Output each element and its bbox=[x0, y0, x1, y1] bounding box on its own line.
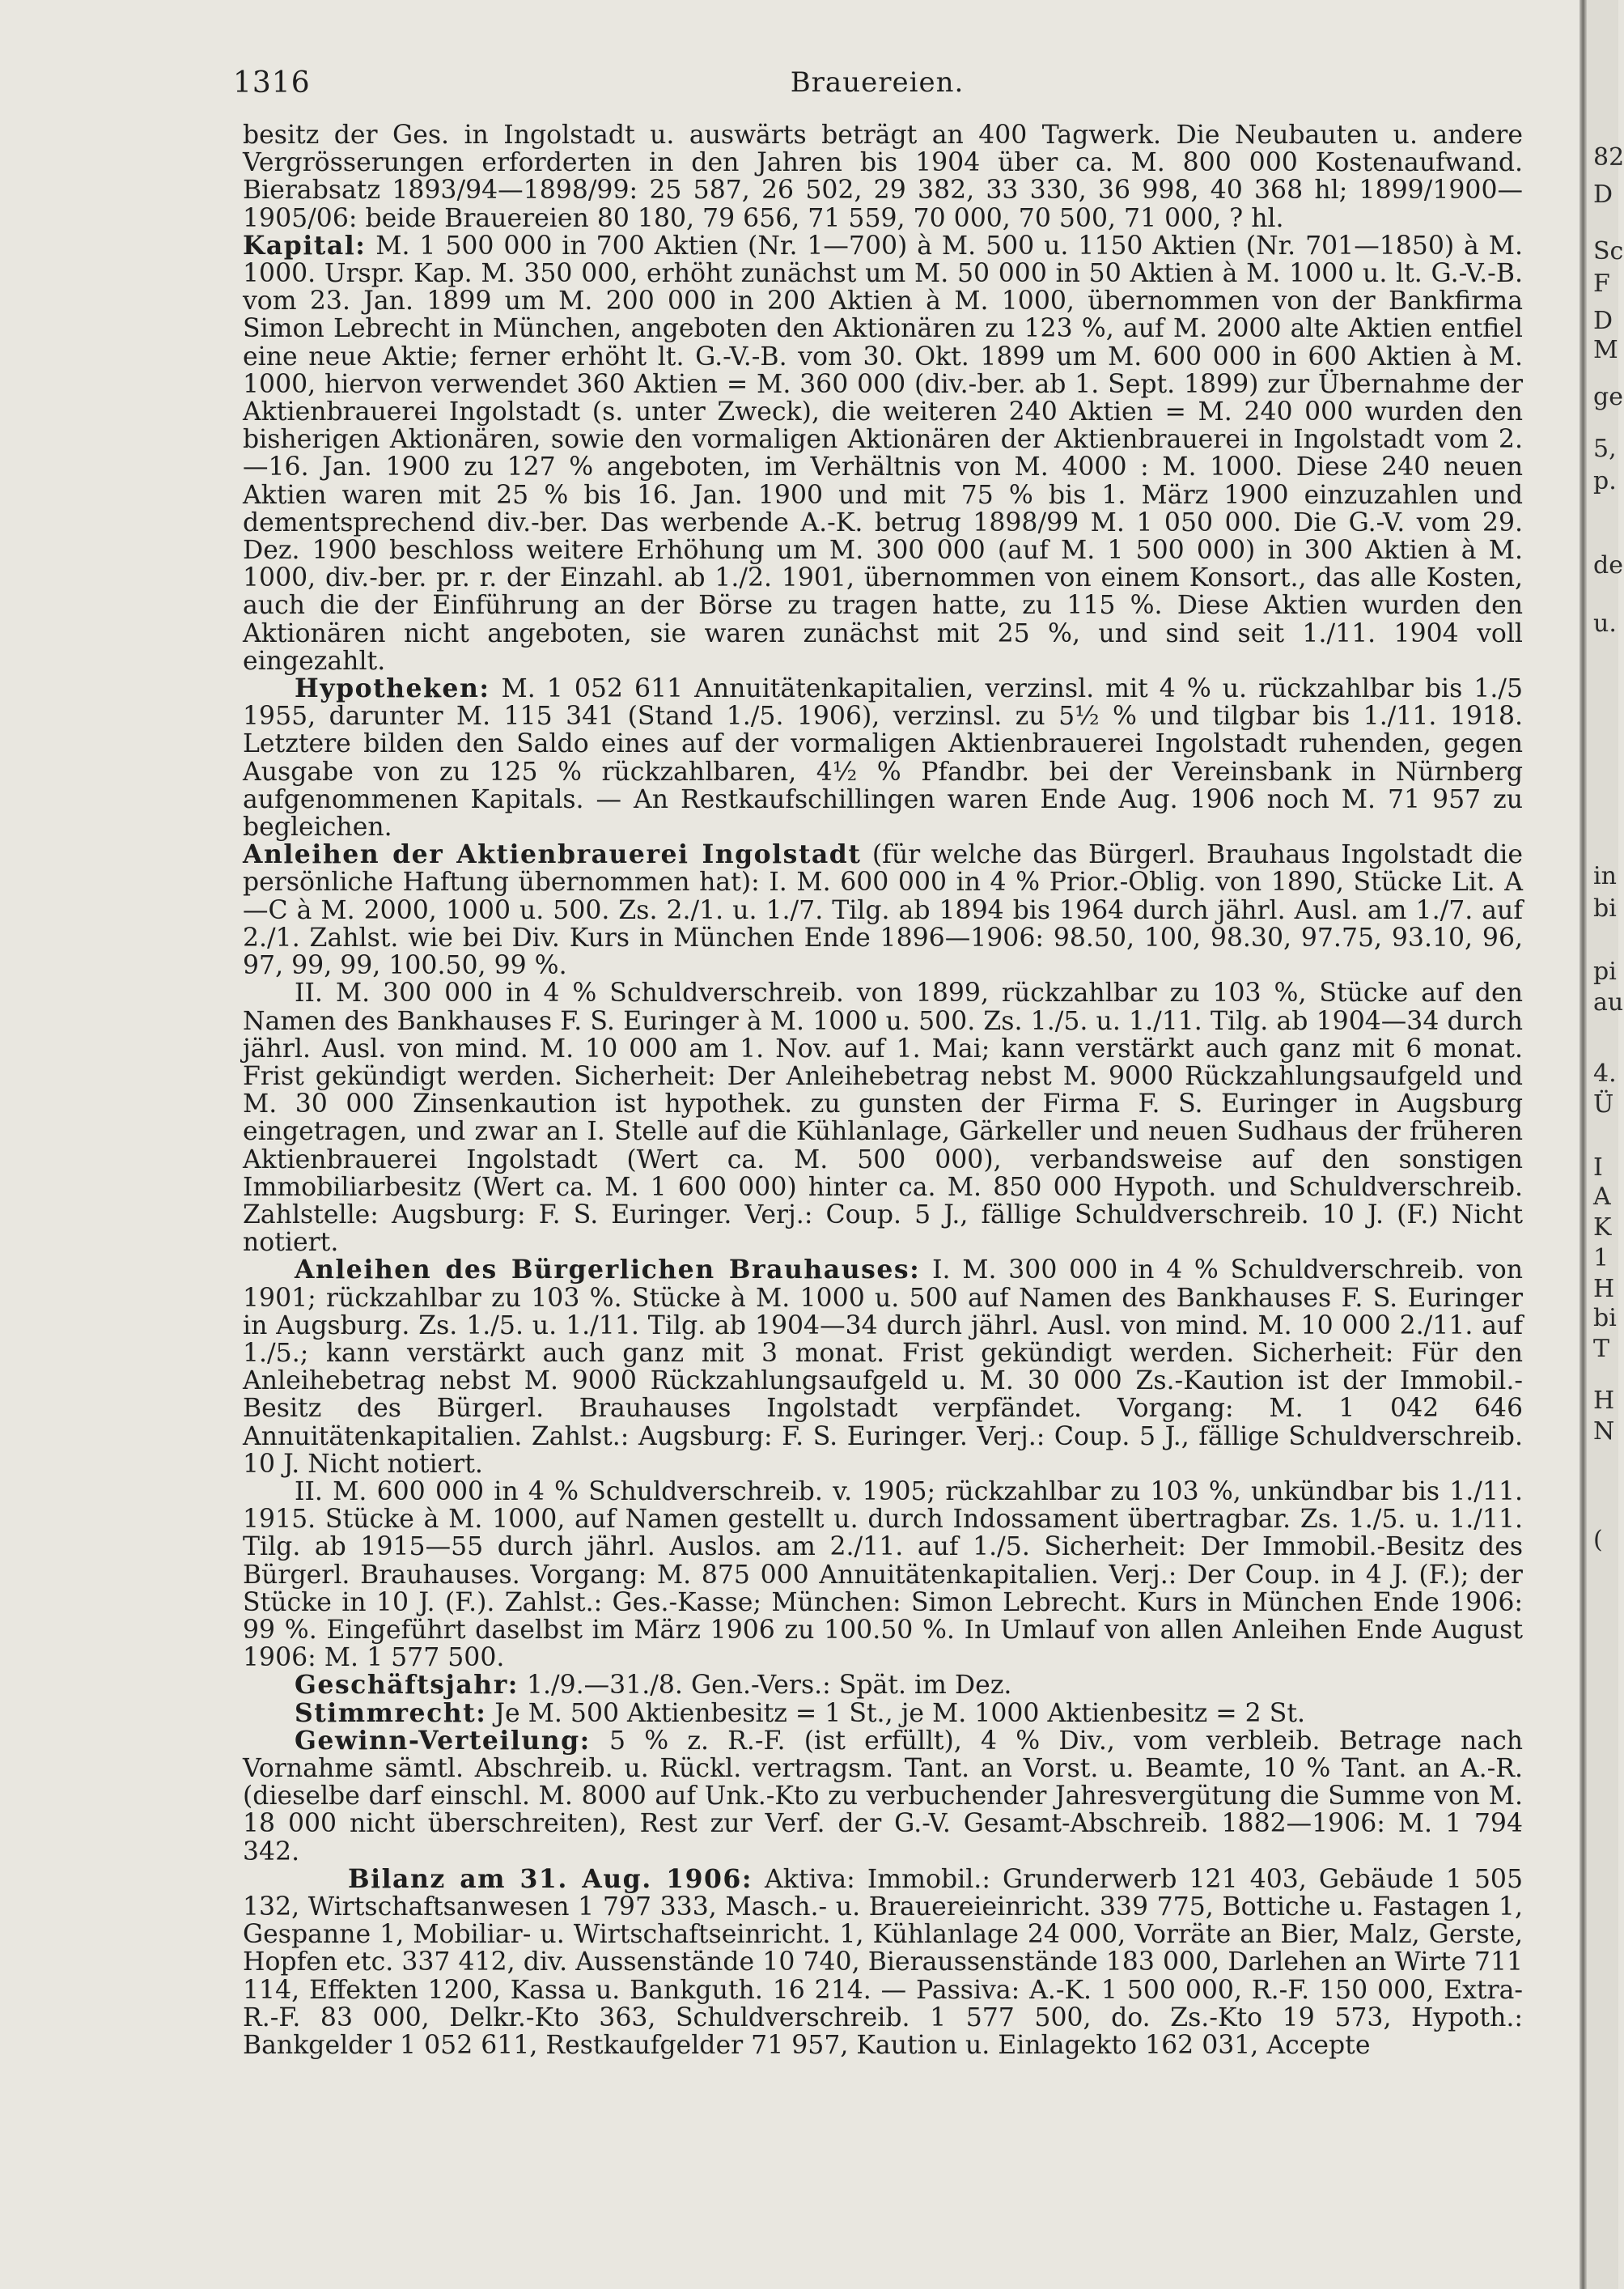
page-number: 1316 bbox=[233, 66, 311, 100]
adjacent-page-glyph: D bbox=[1593, 180, 1613, 209]
adjacent-page-glyph: pi bbox=[1593, 958, 1617, 986]
adjacent-page-glyph: in bbox=[1593, 862, 1617, 890]
adjacent-page-glyph: Ü bbox=[1593, 1090, 1614, 1119]
paragraph-text: II. M. 300 000 in 4 % Schuldverschreib. von 1899, rückzahlbar zu 103 %, Stücke auf den Namen des Bankhauses F. S. Euringer à M. 1000 u. 500. Zs. 1./5. u. 1./11. Tilg. ab 1904—34 durch jährl. Ausl. von mind. M. 10 000 am 1. Nov. auf 1. Mai; kann verstärkt auch ganz mit 6 monat. Frist gekündigt werden. Sicherheit: Der Anleihebetrag nebst M. 9000 Rückzahlungsaufgeld und M. 30 000 Zinsenkaution ist hypothek. zu gunsten der Firma F. S. Euringer in Augsburg eingetragen, und zwar an I. Stelle auf die Kühlanlage, Gärkeller und neuen Sudhaus der früheren Aktienbrauerei Ingolstadt (Wert ca. M. 500 000), verbandsweise auf den sonstigen Immobiliarbesitz (Wert ca. M. 1 600 000) hinter ca. M. 850 000 Hypoth. und Schuldverschreib. Zahlstelle: Augsburg: F. S. Euringer. Verj.: Coup. 5 J., fällige Schuldverschreib. 10 J. (F.) Nicht notiert. bbox=[243, 979, 1523, 1258]
adjacent-page-glyph: M bbox=[1593, 336, 1618, 364]
section-heading: Gewinn-Verteilung: bbox=[295, 1725, 591, 1756]
section-heading: Bilanz am 31. Aug. 1906: bbox=[348, 1863, 753, 1894]
paragraph bbox=[243, 675, 1523, 841]
paragraph bbox=[243, 1727, 1523, 1866]
adjacent-page-glyph: Sc bbox=[1593, 237, 1624, 265]
paragraph-text: Aktiva: Immobil.: Grunderwerb 121 403, Gebäude 1 505 132, Wirtschaftsanwesen 1 797 333, Masch.- u. Brauereieinricht. 339 775, Bottiche u. Fastagen 1, Gespanne 1, Mobiliar- u. Wirtschaftseinricht. 1, Kühlanlage 24 000, Vorräte an Bier, Malz, Gerste, Hopfen etc. 337 412, div. Aussenstände 10 740, Bieraussenstände 183 000, Darlehen an Wirte 711 114, Effekten 1200, Kassa u. Bankguth. 16 214. — Passiva: A.-K. 1 500 000, R.-F. 150 000, Extra-R.-F. 83 000, Delkr.-Kto 363, Schuldverschreib. 1 577 500, do. Zs.-Kto 19 573, Hypoth.: Bankgelder 1 052 611, Restkaufgelder 71 957, Kaution u. Einlagekto 162 031, Accepte bbox=[243, 1864, 1524, 2061]
paragraph bbox=[243, 841, 1523, 979]
adjacent-page-glyph: au bbox=[1593, 988, 1624, 1017]
section-heading: Anleihen des Bürgerlichen Brauhauses: bbox=[295, 1255, 921, 1285]
adjacent-page-glyph: T bbox=[1593, 1335, 1610, 1363]
adjacent-page-glyph: 4. bbox=[1593, 1060, 1617, 1088]
paragraph-text: M. 1 052 611 Annuitätenkapitalien, verzinsl. mit 4 % u. rückzahlbar bis 1./5 1955, darunter M. 115 341 (Stand 1./5. 1906), verzinsl. zu 5½ % und tilgbar bis 1./11. 1918. Letztere bilden den Saldo eines auf der vormaligen Aktienbrauerei Ingolstadt ruhenden, gegen Ausgabe von zu 125 % rückzahlbaren, 4½ % Pfandbr. bei der Vereinsbank in Nürnberg aufgenommenen Kapitals. — An Restkaufschillingen waren Ende Aug. 1906 noch M. 71 957 zu begleichen. bbox=[243, 674, 1523, 843]
paragraph-text: II. M. 600 000 in 4 % Schuldverschreib. v. 1905; rückzahlbar zu 103 %, unkündbar bis 1./11. 1915. Stücke à M. 1000, auf Namen gestellt u. durch Indossament übertragbar. Zs. 1./5. u. 1./11. Tilg. ab 1915—55 durch jährl. Auslos. am 2./11. auf 1./5. Sicherheit: Der Immobil.-Besitz des Bürgerl. Brauhauses. Vorgang: M. 875 000 Annuitätenkapitalien. Verj.: Der Coup. in 4 J. (F.); der Stücke in 10 J. (F.). Zahlst.: Ges.-Kasse; München: Simon Lebrecht. Kurs in München Ende 1906: 99 %. Eingeführt daselbst im März 1906 zu 100.50 %. In Umlauf von allen Anleihen Ende August 1906: M. 1 577 500. bbox=[243, 1476, 1523, 1673]
paragraph-text: (für welche das Bürgerl. Brauhaus Ingolstadt die persönliche Haftung übernommen hat): I. M. 600 000 in 4 % Prior.-Oblig. von 1890, Stücke Lit. A—C à M. 2000, 1000 u. 500. Zs. 2./1. u. 1./7. Tilg. ab 1894 bis 1964 durch jährl. Ausl. am 1./7. auf 2./1. Zahlst. wie bei Div. Kurs in München Ende 1896—1906: 98.50, 100, 98.30, 97.75, 93.10, 96, 97, 99, 99, 100.50, 99 %. bbox=[243, 840, 1523, 981]
adjacent-page-glyph: N bbox=[1593, 1417, 1615, 1446]
adjacent-page-glyph: ( bbox=[1593, 1526, 1603, 1554]
adjacent-page-edge bbox=[1587, 0, 1624, 2289]
text-column bbox=[243, 121, 1523, 2059]
paragraph bbox=[243, 232, 1523, 675]
adjacent-page-glyph: H bbox=[1593, 1275, 1615, 1303]
section-heading: Stimmrecht: bbox=[295, 1697, 487, 1728]
paragraph bbox=[243, 979, 1523, 1256]
adjacent-page-glyph: K bbox=[1593, 1213, 1612, 1242]
paragraph bbox=[243, 1256, 1523, 1478]
adjacent-page-glyph: bi bbox=[1593, 894, 1617, 923]
adjacent-page-glyph: ge bbox=[1593, 383, 1623, 411]
adjacent-page-glyph: bi bbox=[1593, 1304, 1617, 1332]
adjacent-page-glyph: u. bbox=[1593, 609, 1617, 638]
adjacent-page-glyph: 82 bbox=[1593, 143, 1624, 172]
paragraph-text: I. M. 300 000 in 4 % Schuldverschreib. von 1901; rückzahlbar zu 103 %. Stücke à M. 1000 u. 500 auf Namen des Bankhauses F. S. Euringer in Augsburg. Zs. 1./5. u. 1./11. Tilg. ab 1904—34 durch jährl. Ausl. von mind. M. 10 000 2./11. auf 1./5.; kann verstärkt auch ganz mit 3 monat. Frist gekündigt werden. Sicherheit: Für den Anleihebetrag nebst M. 9000 Rückzahlungsaufgeld u. M. 30 000 Zs.-Kaution ist der Immobil.-Besitz des Bürgerl. Brauhauses Ingolstadt verpfändet. Vorgang: M. 1 042 646 Annuitätenkapitalien. Zahlst.: Augsburg: F. S. Euringer. Verj.: Coup. 5 J., fällige Schuldverschreib. 10 J. Nicht notiert. bbox=[243, 1255, 1523, 1479]
book-gutter bbox=[1579, 0, 1587, 2289]
adjacent-page-glyph: 5, bbox=[1593, 435, 1617, 463]
paragraph-text: 1./9.—31./8. Gen.-Vers.: Spät. im Dez. bbox=[526, 1671, 1012, 1701]
adjacent-page-glyph: F bbox=[1593, 270, 1610, 298]
section-heading: Geschäftsjahr: bbox=[295, 1670, 519, 1701]
adjacent-page-glyph: H bbox=[1593, 1387, 1615, 1415]
paragraph-text: Je M. 500 Aktienbesitz = 1 St., je M. 1000 Aktienbesitz = 2 St. bbox=[494, 1698, 1305, 1728]
paragraph bbox=[243, 1697, 1523, 1728]
adjacent-page-glyph: I bbox=[1593, 1153, 1603, 1182]
adjacent-page-glyph: p. bbox=[1593, 467, 1617, 495]
adjacent-page-glyph: D bbox=[1593, 307, 1613, 335]
paragraph bbox=[243, 121, 1523, 232]
section-heading: Kapital: bbox=[243, 230, 367, 261]
section-heading: Hypotheken: bbox=[295, 673, 490, 704]
paragraph-text: besitz der Ges. in Ingolstadt u. auswärts beträgt an 400 Tagwerk. Die Neubauten u. andere Vergrösserungen erforderten in den Jahren bis 1904 über ca. M. 800 000 Kostenaufwand. Bierabsatz 1893/94—1898/99: 25 587, 26 502, 29 382, 33 330, 36 998, 40 368 hl; 1899/1900—1905/06: beide Brauereien 80 180, 79 656, 71 559, 70 000, 70 500, 71 000, ? hl. bbox=[243, 121, 1523, 233]
paragraph-text: 5 % z. R.-F. (ist erfüllt), 4 % Div., vom verbleib. Betrage nach Vornahme sämtl. Abschreib. u. Rückl. vertragsm. Tant. an Vorst. u. Beamte, 10 % Tant. an A.-R. (dieselbe darf einschl. M. 8000 auf Unk.-Kto zu verbuchender Jahresvergütung die Summe von M. 18 000 nicht überschreiten), Rest zur Verf. der G.-V. Gesamt-Abschreib. 1882—1906: M. 1 794 342. bbox=[243, 1726, 1523, 1866]
running-title: Brauereien. bbox=[790, 66, 965, 99]
page-header bbox=[233, 66, 1521, 105]
section-heading: Anleihen der Aktienbrauerei Ingolstadt bbox=[243, 839, 862, 870]
adjacent-page-glyph: de bbox=[1593, 551, 1623, 580]
paragraph-text: M. 1 500 000 in 700 Aktien (Nr. 1—700) à M. 500 u. 1150 Aktien (Nr. 701—1850) à M. 1000. Urspr. Kap. M. 350 000, erhöht zunächst um M. 50 000 in 50 Aktien à M. 1000 u. lt. G.-V.-B. vom 23. Jan. 1899 um M. 200 000 in 200 Aktien à M. 1000, übernommen von der Bankfirma Simon Lebrecht in München, angeboten den Aktionären zu 123 %, auf M. 2000 alte Aktien entfiel eine neue Aktie; ferner erhöht lt. G.-V.-B. vom 30. Okt. 1899 um M. 600 000 in 600 Aktien à M. 1000, hiervon verwendet 360 Aktien = M. 360 000 (div.-ber. ab 1. Sept. 1899) zur Übernahme der Aktienbrauerei Ingolstadt (s. unter Zweck), die weiteren 240 Aktien = M. 240 000 wurden den bisherigen Aktionären, sowie den vormaligen Aktionären der Aktienbrauerei in Ingolstadt vom 2.—16. Jan. 1900 zu 127 % angeboten, im Verhältnis von M. 4000 : M. 1000. Diese 240 neuen Aktien waren mit 25 % bis 16. Jan. 1900 und mit 75 % bis 1. März 1900 einzuzahlen und dementsprechend div.-ber. Das werbende A.-K. betrug 1898/99 M. 1 050 000. Die G.-V. vom 29. Dez. 1900 beschloss weitere Erhöhung um M. 300 000 (auf M. 1 500 000) in 300 Aktien à M. 1000, div.-ber. pr. r. der Einzahl. ab 1./2. 1901, übernommen von einem Konsort., das alle Kosten, auch die der Einführung an der Börse zu tragen hatte, zu 115 %. Diese Aktien wurden den Aktionären nicht angeboten, sie waren zunächst mit 25 %, und sind seit 1./11. 1904 voll eingezahlt. bbox=[243, 231, 1523, 676]
paragraph bbox=[243, 1863, 1524, 2061]
paragraph bbox=[243, 1671, 1523, 1699]
paragraph bbox=[243, 1478, 1523, 1671]
adjacent-page-glyph: A bbox=[1593, 1183, 1611, 1211]
adjacent-page-glyph: 1 bbox=[1593, 1244, 1609, 1272]
